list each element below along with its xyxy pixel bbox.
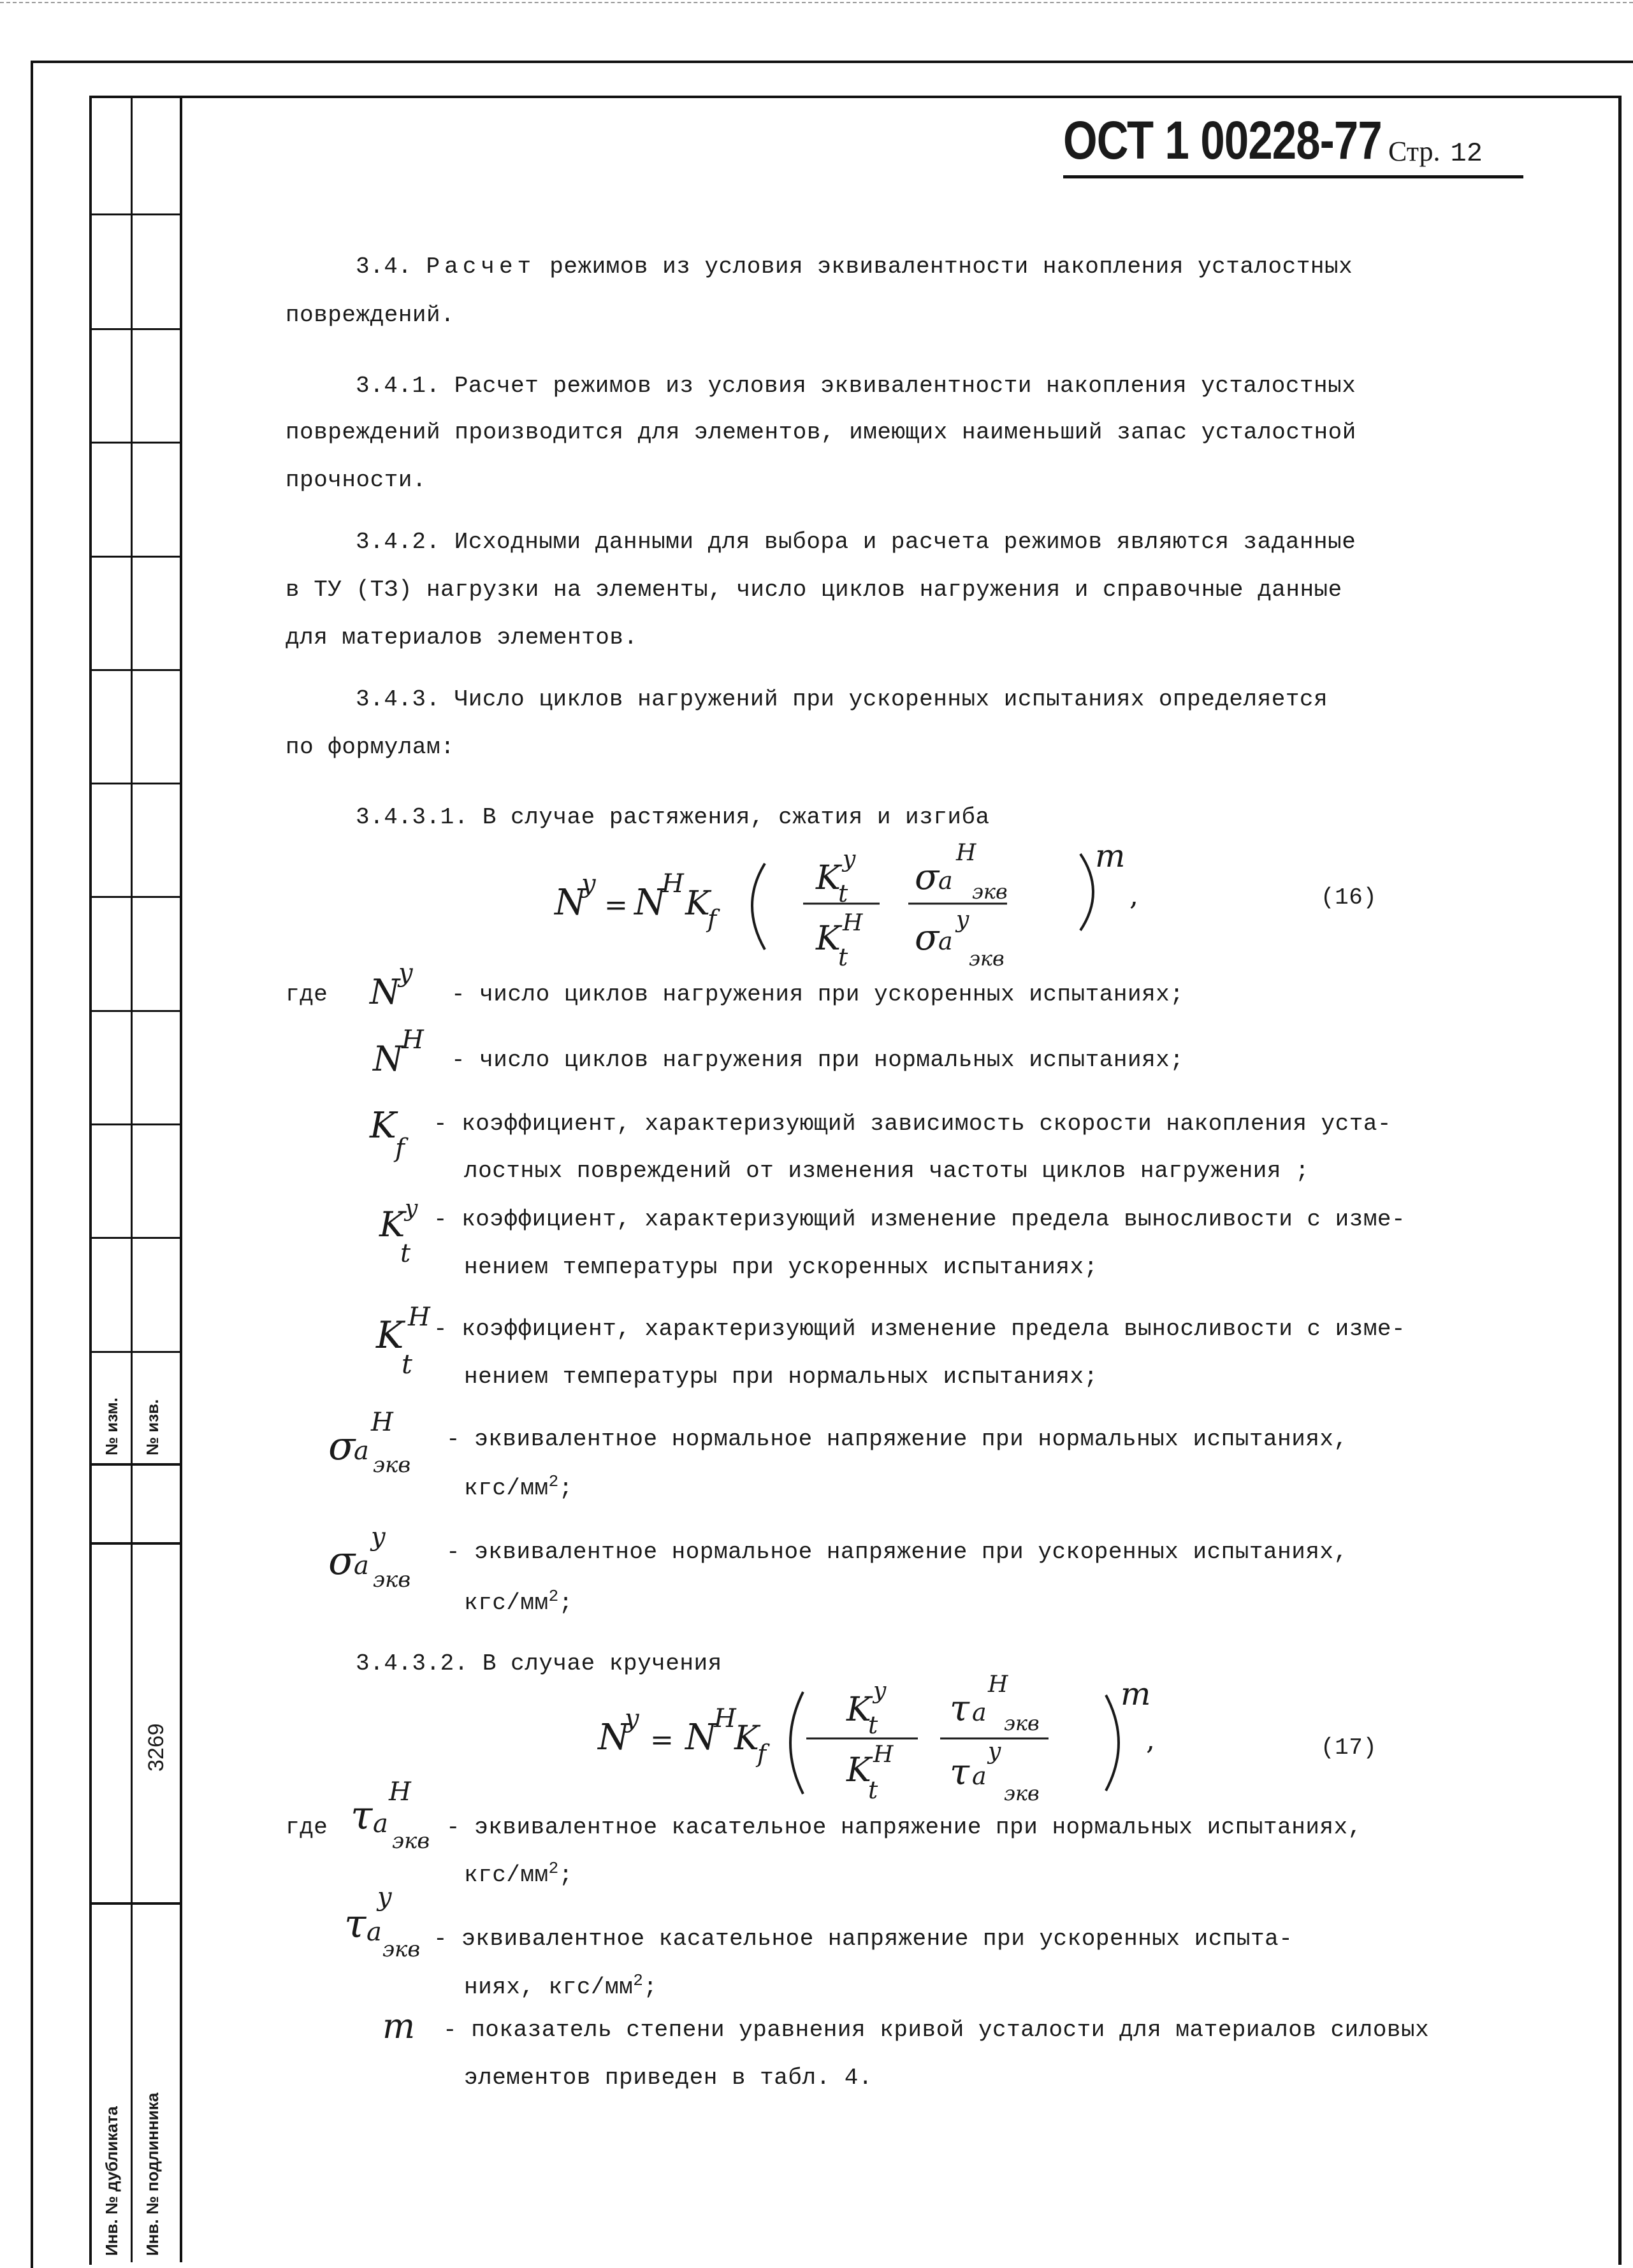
sym-y: у (988, 1738, 1001, 1765)
punct: ; (643, 1974, 658, 2000)
definition-Ny: - число циклов нагружения при ускоренных испытаниях; (451, 981, 1184, 1008)
sym-tau: τ (351, 1792, 373, 1838)
sym-def-sigma-n (325, 1399, 459, 1482)
sym-y: у (843, 846, 856, 872)
sym-def-sigma-y (325, 1513, 459, 1596)
sym-a: a (938, 927, 953, 955)
paren-left (790, 1692, 803, 1794)
unit-exponent: 2 (548, 1472, 559, 1491)
sym-tau: τ (344, 1900, 367, 1947)
scan-top-edge (0, 2, 1633, 3)
sym-a: a (972, 1698, 987, 1726)
side-rule-bold (89, 1542, 182, 1545)
equation-number-16: (16) (1321, 885, 1377, 911)
definition-Ktn-line1: - коэффициент, характеризующий изменение предела выносливости с изме- (433, 1316, 1406, 1342)
sym-f: f (395, 1134, 405, 1163)
sym-y: у (398, 958, 414, 988)
unit-exponent: 2 (548, 1587, 559, 1606)
unit-exponent: 2 (633, 1971, 644, 1990)
sym-ekv: экв (392, 1828, 430, 1854)
sym-H: Н (714, 1704, 736, 1733)
definition-Kty-line1: - коэффициент, характеризующий изменение предела выносливости с изме- (433, 1206, 1406, 1232)
sym-y: у (371, 1522, 386, 1552)
sym-f: f (708, 905, 717, 933)
sym-def-tau-y (331, 1880, 459, 1969)
side-rule (89, 1237, 182, 1239)
podl-label: Инв. № подлинника (143, 2092, 162, 2256)
sym-H: Н (662, 869, 684, 899)
side-rule (89, 442, 182, 444)
sym-N: N (598, 1717, 629, 1758)
sym-N: N (373, 1039, 403, 1077)
page-number-block (1388, 135, 1483, 169)
side-rule-bold (89, 1463, 182, 1466)
side-rule (89, 669, 182, 671)
unit: ниях, кгс/мм (464, 1974, 634, 2000)
sym-y: у (625, 1704, 640, 1733)
page-header (1063, 110, 1483, 171)
formula-17 (586, 1657, 1186, 1810)
definition-Kf-line1: - коэффициент, характеризующий зависимость скорости накопления уста- (433, 1111, 1392, 1137)
sym-m: m (382, 2006, 416, 2046)
punct: ; (558, 1862, 573, 1888)
side-rule-bold (89, 1902, 182, 1905)
definition-sigma-y-line2 (464, 1587, 573, 1616)
side-rule (89, 1351, 182, 1353)
where-label: где (286, 1814, 328, 1840)
sym-N: N (370, 972, 400, 1010)
paren-right (1106, 1695, 1119, 1791)
paragraph-line: по формулам: (286, 734, 455, 760)
sym-sigma: σ (328, 1422, 356, 1469)
definition-m-line1: - показатель степени уравнения кривой усталости для материалов силовых (443, 2017, 1430, 2043)
sym-a: a (972, 1762, 987, 1790)
sym-y: у (581, 869, 597, 899)
side-rule (89, 556, 182, 558)
paragraph-line: для материалов элементов. (286, 625, 638, 651)
sym-H: Н (988, 1672, 1008, 1698)
sym-H: Н (873, 1742, 894, 1768)
punct: ; (558, 1590, 573, 1616)
side-rule (89, 328, 182, 330)
sym-def-Nn (367, 1020, 462, 1077)
sym-a: a (354, 1551, 369, 1580)
page-number: 12 (1450, 138, 1483, 169)
sym-a: a (354, 1436, 369, 1466)
sym-t: t (400, 1239, 411, 1268)
side-rule (89, 1123, 182, 1125)
unit: кгс/мм (464, 1475, 549, 1501)
sym-sigma: σ (915, 917, 940, 958)
sym-H: Н (956, 840, 976, 866)
sym-H: Н (371, 1408, 393, 1437)
header-underline (1063, 175, 1523, 178)
sym-a: a (367, 1918, 382, 1947)
paragraph-line: 3.4.3. Число циклов нагружений при ускоренных испытаниях определяется (356, 686, 1328, 712)
sym-t: t (402, 1348, 412, 1380)
sym-t: t (838, 879, 848, 907)
sym-ekv: экв (972, 879, 1008, 904)
paragraph-line: повреждений. (286, 302, 455, 328)
where-label: где (286, 981, 328, 1008)
definition-tau-n-line2 (464, 1859, 573, 1888)
sym-comma: , (1146, 1724, 1155, 1756)
sym-ekv: экв (373, 1452, 411, 1478)
sym-K: K (846, 1691, 871, 1729)
sym-eq: = (604, 889, 628, 921)
sym-tau: τ (950, 1752, 969, 1793)
izv-label: № изв. (143, 1399, 162, 1455)
doc-code: ОСТ 1 00228-77 (1063, 110, 1382, 170)
unit: кгс/мм (464, 1590, 549, 1616)
unit: кгс/мм (464, 1862, 549, 1888)
sym-def-tau-n (338, 1768, 465, 1858)
sym-K: K (816, 920, 841, 958)
dubl-label: Инв. № дубликата (102, 2106, 121, 2256)
side-rule (89, 213, 182, 215)
sym-def-m (379, 2001, 437, 2052)
sym-sigma: σ (915, 856, 940, 898)
sym-H: Н (389, 1777, 411, 1807)
paragraph-line: 3.4.3.2. В случае кручения (356, 1650, 722, 1677)
sym-K: K (376, 1313, 404, 1357)
sym-t: t (868, 1711, 878, 1739)
sym-ekv: экв (969, 946, 1005, 971)
sym-K: K (734, 1719, 759, 1758)
definition-sigma-n-line2 (464, 1472, 573, 1501)
paren-right (1080, 854, 1093, 930)
sym-a: a (373, 1809, 388, 1838)
sym-t: t (868, 1776, 878, 1804)
sym-f: f (757, 1740, 767, 1768)
section-3-4-heading (356, 254, 1353, 280)
sym-H: Н (402, 1025, 424, 1055)
side-column-right-border (180, 96, 182, 2262)
paragraph-line: прочности. (286, 467, 427, 493)
definition-sigma-y-line1: - эквивалентное нормальное напряжение при ускоренных испытаниях, (446, 1539, 1348, 1565)
sym-y: у (405, 1195, 418, 1222)
sym-comma: , (1129, 879, 1138, 912)
paragraph-line: в ТУ (ТЗ) нагрузки на элементы, число циклов нагружения и справочные данные (286, 577, 1342, 603)
paragraph-line: повреждений производится для элементов, имеющих наименьший запас усталостной (286, 419, 1356, 445)
side-rule (89, 1010, 182, 1012)
sym-K: K (816, 859, 841, 897)
sym-N: N (685, 1717, 716, 1758)
sym-H: Н (843, 910, 863, 936)
page-label: Стр. (1388, 136, 1441, 167)
definition-Kf-line2: лостных повреждений от изменения частоты циклов нагружения ; (464, 1158, 1310, 1184)
heading-text: режимов из условия эквивалентности накопления усталостных (549, 254, 1353, 280)
definition-Ktn-line2: нением температуры при нормальных испытаниях; (464, 1364, 1098, 1390)
paragraph-line: 3.4.3.1. В случае растяжения, сжатия и изгиба (356, 804, 990, 830)
punct: ; (558, 1475, 573, 1501)
sym-K: K (370, 1105, 396, 1146)
code-number: 3269 (144, 1723, 168, 1772)
sym-eq: = (650, 1724, 674, 1756)
definition-m-line2: элементов приведен в табл. 4. (464, 2065, 873, 2091)
sym-y: у (956, 907, 969, 933)
sym-ekv: экв (382, 1937, 421, 1962)
equation-number-17: (17) (1321, 1735, 1377, 1761)
unit-exponent: 2 (548, 1859, 559, 1878)
sym-N: N (634, 882, 665, 923)
definition-sigma-n-line1: - эквивалентное нормальное напряжение при нормальных испытаниях, (446, 1426, 1348, 1452)
section-number: 3.4. (356, 254, 412, 280)
sym-def-Ny (363, 953, 459, 1010)
sym-y: у (873, 1678, 887, 1704)
sym-N: N (555, 882, 586, 923)
sym-sigma: σ (328, 1537, 356, 1584)
paren-left (752, 863, 765, 950)
formula-16 (548, 828, 1186, 975)
definition-tau-y-line1: - эквивалентное касательное напряжение при ускоренных испыта- (433, 1926, 1293, 1952)
sym-ekv: экв (1004, 1781, 1040, 1805)
side-rule (89, 783, 182, 784)
side-rule (89, 896, 182, 898)
definition-Nn: - число циклов нагружения при нормальных испытаниях; (451, 1047, 1184, 1073)
sym-K: K (846, 1751, 871, 1789)
sym-m: m (1121, 1675, 1151, 1712)
paragraph-line: 3.4.1. Расчет режимов из условия эквивалентности накопления усталостных (356, 373, 1356, 399)
spaced-word: Расчет (426, 254, 536, 280)
sym-tau: τ (950, 1688, 969, 1730)
sym-ekv: экв (373, 1567, 411, 1593)
sym-K: K (379, 1204, 405, 1245)
izm-label: № изм. (102, 1398, 121, 1455)
sym-y: у (377, 1882, 393, 1912)
sym-m: m (1095, 837, 1126, 874)
sym-t: t (838, 943, 848, 971)
sym-K: K (685, 885, 710, 923)
definition-tau-y-line2 (464, 1971, 657, 2000)
definition-Kty-line2: нением температуры при ускоренных испытаниях; (464, 1254, 1098, 1280)
sym-ekv: экв (1004, 1711, 1040, 1735)
side-column-divider (131, 96, 133, 2262)
paragraph-line: 3.4.2. Исходными данными для выбора и расчета режимов являются заданные (356, 529, 1356, 555)
sym-a: a (938, 867, 953, 895)
sym-H: Н (408, 1303, 430, 1332)
definition-tau-n-line1: - эквивалентное касательное напряжение при нормальных испытаниях, (446, 1814, 1362, 1840)
